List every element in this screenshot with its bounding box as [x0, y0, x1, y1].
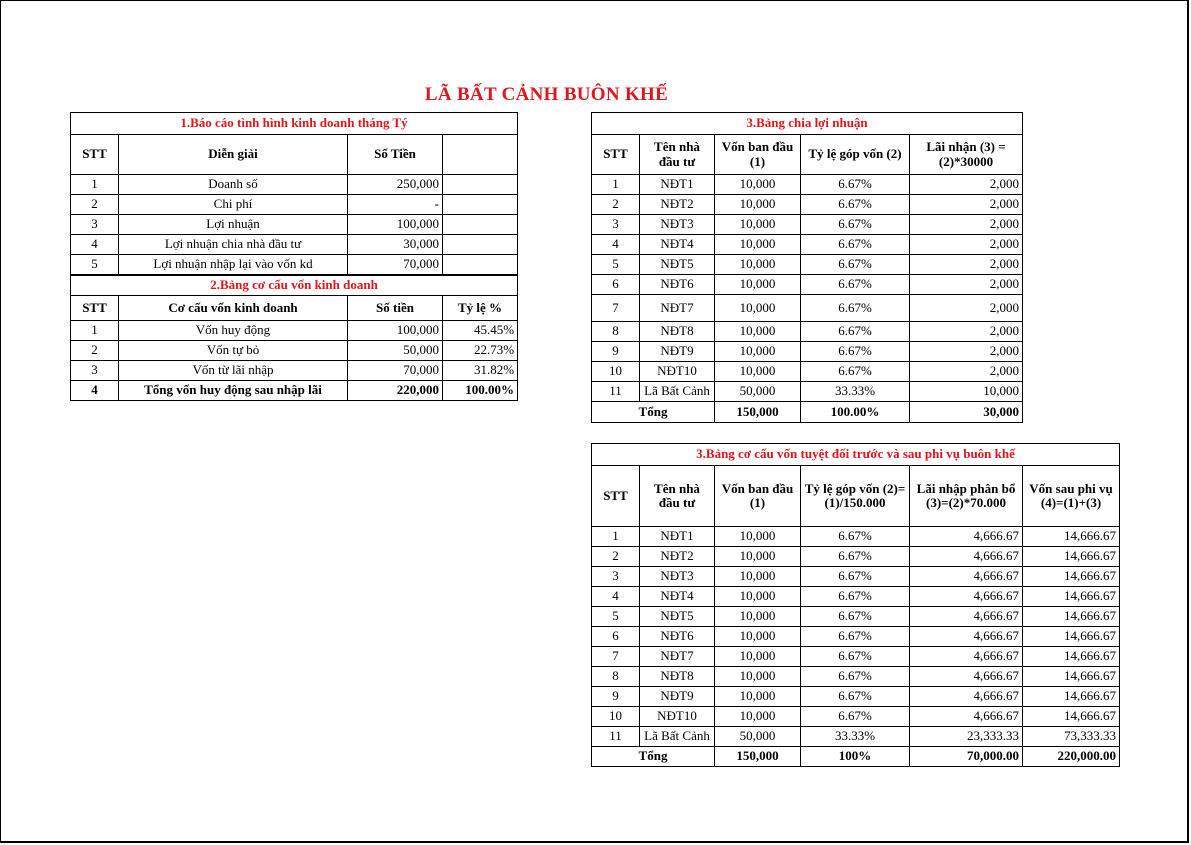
column-header — [443, 135, 518, 175]
table-row — [592, 195, 1023, 215]
table-cell: 100,000 — [348, 215, 443, 235]
table-cell: 10,000 — [715, 275, 801, 295]
table-row — [592, 255, 1023, 275]
table-cell: 2 — [71, 195, 119, 215]
table-cell: 6.67% — [801, 667, 910, 687]
table-cell: 2 — [592, 547, 640, 567]
table-row — [592, 727, 1120, 747]
column-header: STT — [71, 135, 119, 175]
table-cell: 2 — [592, 195, 640, 215]
table-cell: 10,000 — [715, 342, 801, 362]
table-cell: 14,666.67 — [1023, 667, 1120, 687]
table-cell: 6.67% — [801, 295, 910, 322]
table-cell: - — [348, 195, 443, 215]
table-row — [71, 321, 518, 341]
table-row — [592, 627, 1120, 647]
table-cell: 250,000 — [348, 175, 443, 195]
table-cell: Lã Bất Cảnh — [640, 727, 715, 747]
table-cell: 7 — [592, 647, 640, 667]
table-cell: NĐT1 — [640, 527, 715, 547]
column-header: Tên nhà đầu tư — [640, 135, 715, 175]
table-cell: NĐT8 — [640, 667, 715, 687]
table-cell: Lợi nhuận chia nhà đầu tư — [119, 235, 348, 255]
table-cell: 6.67% — [801, 587, 910, 607]
column-header: Lãi nhận (3) = (2)*30000 — [910, 135, 1023, 175]
table-row — [592, 647, 1120, 667]
table-cell: 6.67% — [801, 567, 910, 587]
table-row — [592, 382, 1023, 402]
empty-cell — [443, 255, 518, 275]
table-cell: 6.67% — [801, 647, 910, 667]
table-row — [71, 215, 518, 235]
table-cell: 10,000 — [715, 295, 801, 322]
table-cell: 10,000 — [910, 382, 1023, 402]
table-cell: 6.67% — [801, 362, 910, 382]
column-header: Tỷ lệ góp vốn (2)= (1)/150.000 — [801, 466, 910, 527]
table-cell: 70,000 — [348, 361, 443, 381]
table-cell: 4,666.67 — [910, 527, 1023, 547]
table-cell: 4 — [592, 235, 640, 255]
table-cell: 6.67% — [801, 322, 910, 342]
table-cell: 14,666.67 — [1023, 527, 1120, 547]
table-row — [592, 322, 1023, 342]
table-cell: 5 — [592, 607, 640, 627]
table-cell: 10,000 — [715, 687, 801, 707]
table-cell: Vốn từ lãi nhập — [119, 361, 348, 381]
table-cell: 4,666.67 — [910, 707, 1023, 727]
table-cell: 10,000 — [715, 195, 801, 215]
table-row — [71, 255, 518, 275]
table-cell: 45.45% — [443, 321, 518, 341]
table-cell: 10 — [592, 362, 640, 382]
table-cell: 6.67% — [801, 607, 910, 627]
column-header: Tỷ lệ góp vốn (2) — [801, 135, 910, 175]
table-cell: 14,666.67 — [1023, 627, 1120, 647]
table-cell: 8 — [592, 322, 640, 342]
table-row — [592, 607, 1120, 627]
column-header: Số Tiền — [348, 135, 443, 175]
table-cell: 1 — [71, 175, 119, 195]
table-cell: 4,666.67 — [910, 547, 1023, 567]
table-cell: 2,000 — [910, 215, 1023, 235]
total-cell: Tổng — [592, 747, 715, 767]
table-cell: 3 — [592, 215, 640, 235]
table-cell: 2,000 — [910, 322, 1023, 342]
column-header: Vốn ban đầu (1) — [715, 466, 801, 527]
table-row — [71, 341, 518, 361]
table-cell: 4,666.67 — [910, 647, 1023, 667]
table-caption: 1.Báo cáo tình hình kinh doanh tháng Tý — [71, 113, 518, 135]
table-cell: NĐT3 — [640, 215, 715, 235]
table-cell: 50,000 — [348, 341, 443, 361]
table-cell: 5 — [71, 255, 119, 275]
table-cell: 6.67% — [801, 215, 910, 235]
table-row — [592, 175, 1023, 195]
empty-cell — [443, 215, 518, 235]
table-caption: 2.Bảng cơ cấu vốn kinh doanh — [71, 276, 518, 296]
table-cell: 4 — [71, 235, 119, 255]
column-header: Số tiền — [348, 296, 443, 321]
table-cell: 6.67% — [801, 627, 910, 647]
table-cell: 6.67% — [801, 275, 910, 295]
table-cell: 7 — [592, 295, 640, 322]
total-row — [592, 747, 1120, 767]
table-cell: NĐT7 — [640, 295, 715, 322]
table-row — [71, 175, 518, 195]
total-cell: Tổng — [592, 402, 715, 423]
table-cell: 1 — [592, 175, 640, 195]
table-cell: 2,000 — [910, 362, 1023, 382]
table-cell: 10,000 — [715, 235, 801, 255]
total-cell: Tổng vốn huy động sau nhập lãi — [119, 381, 348, 401]
table-cell: 10,000 — [715, 255, 801, 275]
table-cell: 10,000 — [715, 607, 801, 627]
table-cell: Chi phí — [119, 195, 348, 215]
total-cell: 220,000.00 — [1023, 747, 1120, 767]
table-cell: 2 — [71, 341, 119, 361]
table-row — [592, 707, 1120, 727]
table-cell: 1 — [71, 321, 119, 341]
table-cell: 8 — [592, 667, 640, 687]
table-cell: 10,000 — [715, 667, 801, 687]
table-row — [592, 235, 1023, 255]
table-caption: 3.Bảng chia lợi nhuận — [592, 113, 1023, 135]
table-row — [592, 362, 1023, 382]
table-row — [592, 587, 1120, 607]
empty-cell — [443, 235, 518, 255]
total-cell: 100.00% — [801, 402, 910, 423]
table-row — [592, 547, 1120, 567]
column-header: STT — [592, 135, 640, 175]
table-cell: 33.33% — [801, 727, 910, 747]
table-cell: 31.82% — [443, 361, 518, 381]
table-row — [592, 527, 1120, 547]
table-cell: 14,666.67 — [1023, 647, 1120, 667]
table-cell: NĐT4 — [640, 235, 715, 255]
table-cell: NĐT7 — [640, 647, 715, 667]
table-cell: 10,000 — [715, 362, 801, 382]
table-cell: 5 — [592, 255, 640, 275]
table-cell: 6.67% — [801, 255, 910, 275]
table-cell: 2,000 — [910, 235, 1023, 255]
profit-distribution-table — [591, 112, 1023, 423]
table-cell: 6.67% — [801, 175, 910, 195]
table-cell: 2,000 — [910, 255, 1023, 275]
table-cell: NĐT5 — [640, 607, 715, 627]
table-cell: 9 — [592, 687, 640, 707]
table-cell: Vốn huy động — [119, 321, 348, 341]
table-cell: Vốn tự bỏ — [119, 341, 348, 361]
table-row — [592, 567, 1120, 587]
total-cell: 30,000 — [910, 402, 1023, 423]
column-header: STT — [592, 466, 640, 527]
business-report-table — [70, 112, 518, 275]
table-cell: 6.67% — [801, 687, 910, 707]
total-cell: 70,000.00 — [910, 747, 1023, 767]
table-cell: 1 — [592, 527, 640, 547]
table-cell: 6.67% — [801, 195, 910, 215]
table-row — [592, 275, 1023, 295]
table-cell: NĐT10 — [640, 362, 715, 382]
table-cell: 14,666.67 — [1023, 567, 1120, 587]
table-row — [71, 235, 518, 255]
table-row — [592, 215, 1023, 235]
table-cell: 2,000 — [910, 275, 1023, 295]
table-row — [592, 295, 1023, 322]
table-row — [592, 667, 1120, 687]
total-cell: 100% — [801, 747, 910, 767]
table-cell: 10,000 — [715, 527, 801, 547]
table-cell: 6.67% — [801, 527, 910, 547]
table-cell: 73,333.33 — [1023, 727, 1120, 747]
table-cell: 4,666.67 — [910, 687, 1023, 707]
table-cell: 6.67% — [801, 547, 910, 567]
table-cell: 33.33% — [801, 382, 910, 402]
table-caption: 3.Bảng cơ cấu vốn tuyệt đối trước và sau phi vụ buôn khế — [592, 444, 1120, 466]
table-cell: 4,666.67 — [910, 587, 1023, 607]
table-cell: NĐT6 — [640, 627, 715, 647]
table-cell: 10,000 — [715, 567, 801, 587]
table-cell: 10,000 — [715, 175, 801, 195]
table-cell: 6 — [592, 627, 640, 647]
capital-before-after-table — [591, 443, 1120, 767]
table-row — [592, 342, 1023, 362]
table-cell: 10,000 — [715, 215, 801, 235]
table-cell: 4,666.67 — [910, 607, 1023, 627]
table-cell: NĐT9 — [640, 687, 715, 707]
table-cell: 3 — [71, 361, 119, 381]
column-header: Vốn sau phi vụ (4)=(1)+(3) — [1023, 466, 1120, 527]
empty-cell — [443, 195, 518, 215]
total-cell: 150,000 — [715, 747, 801, 767]
table-cell: 14,666.67 — [1023, 707, 1120, 727]
column-header: Diễn giải — [119, 135, 348, 175]
table-cell: 10,000 — [715, 627, 801, 647]
table-cell: 6.67% — [801, 707, 910, 727]
capital-structure-table — [70, 275, 518, 401]
table-cell: 4,666.67 — [910, 627, 1023, 647]
table-row — [71, 361, 518, 381]
table-cell: 30,000 — [348, 235, 443, 255]
table-cell: 10,000 — [715, 707, 801, 727]
table-cell: Lợi nhuận nhập lại vào vốn kd — [119, 255, 348, 275]
column-header: Lãi nhập phân bổ (3)=(2)*70.000 — [910, 466, 1023, 527]
table-cell: 14,666.67 — [1023, 587, 1120, 607]
total-cell: 100.00% — [443, 381, 518, 401]
table-cell: 23,333.33 — [910, 727, 1023, 747]
table-cell: NĐT3 — [640, 567, 715, 587]
total-row — [71, 381, 518, 401]
total-row — [592, 402, 1023, 423]
table-cell: NĐT10 — [640, 707, 715, 727]
table-cell: 50,000 — [715, 727, 801, 747]
table-cell: Doanh số — [119, 175, 348, 195]
table-cell: 10,000 — [715, 647, 801, 667]
table-cell: 4,666.67 — [910, 667, 1023, 687]
table-cell: 14,666.67 — [1023, 547, 1120, 567]
table-cell: 22.73% — [443, 341, 518, 361]
table-cell: Lợi nhuận — [119, 215, 348, 235]
empty-cell — [443, 175, 518, 195]
table-cell: 10,000 — [715, 322, 801, 342]
table-cell: 6.67% — [801, 342, 910, 362]
table-cell: NĐT2 — [640, 547, 715, 567]
table-cell: 14,666.67 — [1023, 687, 1120, 707]
table-cell: NĐT5 — [640, 255, 715, 275]
table-cell: 11 — [592, 727, 640, 747]
table-cell: 2,000 — [910, 195, 1023, 215]
table-cell: 6.67% — [801, 235, 910, 255]
table-cell: NĐT4 — [640, 587, 715, 607]
table-cell: NĐT8 — [640, 322, 715, 342]
table-cell: 4,666.67 — [910, 567, 1023, 587]
table-cell: 100,000 — [348, 321, 443, 341]
column-header: Cơ cấu vốn kinh doanh — [119, 296, 348, 321]
table-cell: 2,000 — [910, 342, 1023, 362]
table-cell: 3 — [592, 567, 640, 587]
table-cell: 10,000 — [715, 547, 801, 567]
table-cell: 2,000 — [910, 295, 1023, 322]
table-cell: 3 — [71, 215, 119, 235]
table-cell: Lã Bất Cảnh — [640, 382, 715, 402]
column-header: Tỷ lệ % — [443, 296, 518, 321]
total-cell: 220,000 — [348, 381, 443, 401]
table-cell: 9 — [592, 342, 640, 362]
table-cell: 11 — [592, 382, 640, 402]
total-cell: 150,000 — [715, 402, 801, 423]
table-cell: 50,000 — [715, 382, 801, 402]
table-cell: 10,000 — [715, 587, 801, 607]
total-cell: 4 — [71, 381, 119, 401]
table-cell: NĐT9 — [640, 342, 715, 362]
table-cell: NĐT2 — [640, 195, 715, 215]
table-cell: NĐT6 — [640, 275, 715, 295]
table-cell: 6 — [592, 275, 640, 295]
table-cell: 2,000 — [910, 175, 1023, 195]
column-header: Vốn ban đầu (1) — [715, 135, 801, 175]
table-cell: 14,666.67 — [1023, 607, 1120, 627]
table-cell: 70,000 — [348, 255, 443, 275]
table-row — [592, 687, 1120, 707]
column-header: Tên nhà đầu tư — [640, 466, 715, 527]
page-title: LÃ BẤT CẢNH BUÔN KHẾ — [424, 84, 669, 105]
table-row — [71, 195, 518, 215]
table-cell: 4 — [592, 587, 640, 607]
column-header: STT — [71, 296, 119, 321]
table-cell: NĐT1 — [640, 175, 715, 195]
table-cell: 10 — [592, 707, 640, 727]
